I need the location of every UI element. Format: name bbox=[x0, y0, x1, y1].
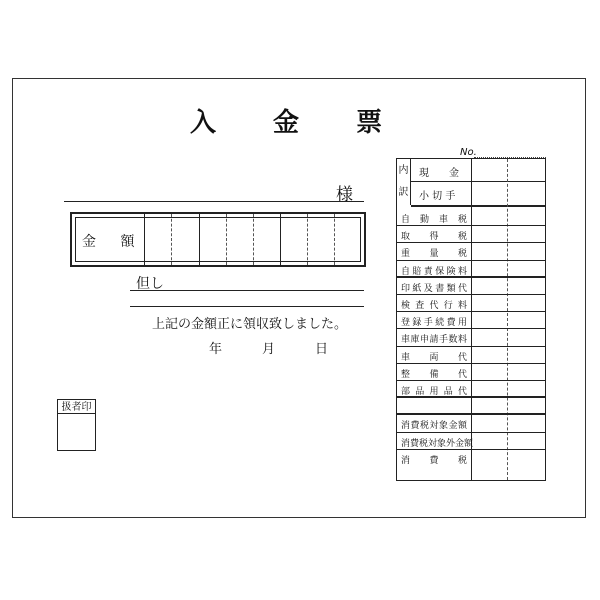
page-title: 入 金 票 bbox=[190, 108, 407, 138]
tadashi-line-2[interactable] bbox=[130, 306, 364, 307]
cell-divider bbox=[226, 214, 227, 265]
row-label: 検査代行料 bbox=[401, 301, 467, 311]
row-label: 車庫申請手数料 bbox=[401, 335, 467, 346]
cell-divider bbox=[144, 214, 145, 265]
row-label: 自賠責保険料 bbox=[401, 266, 467, 277]
row-label: 消費税対象外金額 bbox=[401, 438, 474, 449]
row-label: 消費税対象金額 bbox=[401, 421, 467, 432]
breakdown-row-check[interactable] bbox=[411, 182, 545, 207]
tadashi-label: 但し bbox=[136, 276, 164, 292]
cell-divider bbox=[280, 214, 281, 265]
breakdown-row[interactable] bbox=[397, 226, 545, 243]
row-label: 消費税 bbox=[401, 455, 467, 466]
amount-box bbox=[70, 212, 366, 267]
breakdown-row[interactable] bbox=[397, 364, 545, 381]
breakdown-row[interactable] bbox=[397, 329, 545, 346]
breakdown-header-char: 内 bbox=[398, 165, 409, 176]
breakdown-row[interactable] bbox=[397, 433, 545, 450]
row-label: 整備代 bbox=[401, 369, 467, 380]
breakdown-row[interactable] bbox=[397, 381, 545, 398]
month-label: 月 bbox=[262, 342, 276, 357]
breakdown-row[interactable] bbox=[397, 243, 545, 260]
date-field[interactable] bbox=[209, 338, 368, 357]
recipient-line[interactable] bbox=[64, 201, 364, 202]
breakdown-table bbox=[396, 158, 546, 481]
breakdown-header-char: 訳 bbox=[398, 187, 409, 198]
row-label: 印紙及書類代 bbox=[401, 283, 467, 294]
row-label: 重量税 bbox=[401, 249, 467, 260]
year-label: 年 bbox=[209, 342, 223, 357]
day-label: 日 bbox=[315, 342, 329, 357]
breakdown-header bbox=[397, 159, 411, 205]
breakdown-row[interactable] bbox=[397, 398, 545, 415]
receipt-statement: 上記の金額正に領収致しました。 bbox=[152, 317, 348, 332]
row-label: 自動車税 bbox=[401, 215, 467, 225]
breakdown-row-cash[interactable] bbox=[411, 159, 545, 182]
row-label: 取得税 bbox=[401, 232, 467, 243]
stamp-box[interactable] bbox=[57, 414, 96, 451]
amount-digit-cells[interactable] bbox=[144, 214, 364, 265]
row-label: 現 金 bbox=[419, 168, 459, 179]
breakdown-row[interactable] bbox=[397, 261, 545, 278]
row-label: 部品用品代 bbox=[401, 387, 467, 397]
stamp-label: 扱者印 bbox=[57, 399, 96, 414]
cell-divider bbox=[253, 214, 254, 265]
breakdown-row[interactable] bbox=[397, 295, 545, 312]
cell-divider bbox=[307, 214, 308, 265]
breakdown-row[interactable] bbox=[397, 278, 545, 295]
breakdown-row[interactable] bbox=[397, 415, 545, 432]
cell-divider bbox=[171, 214, 172, 265]
breakdown-row[interactable] bbox=[397, 312, 545, 329]
recipient-suffix: 様 bbox=[336, 185, 353, 205]
breakdown-row[interactable] bbox=[397, 347, 545, 364]
cell-divider bbox=[334, 214, 335, 265]
breakdown-row[interactable] bbox=[397, 450, 545, 467]
row-label: 登録手続費用 bbox=[401, 318, 467, 329]
number-label: No. bbox=[460, 147, 477, 158]
breakdown-row[interactable] bbox=[397, 209, 545, 226]
row-label: 車両代 bbox=[401, 352, 467, 363]
cell-divider bbox=[199, 214, 200, 265]
row-label: 小 切 手 bbox=[419, 191, 456, 202]
amount-label: 金 額 bbox=[82, 234, 145, 250]
tadashi-line[interactable] bbox=[130, 290, 364, 291]
